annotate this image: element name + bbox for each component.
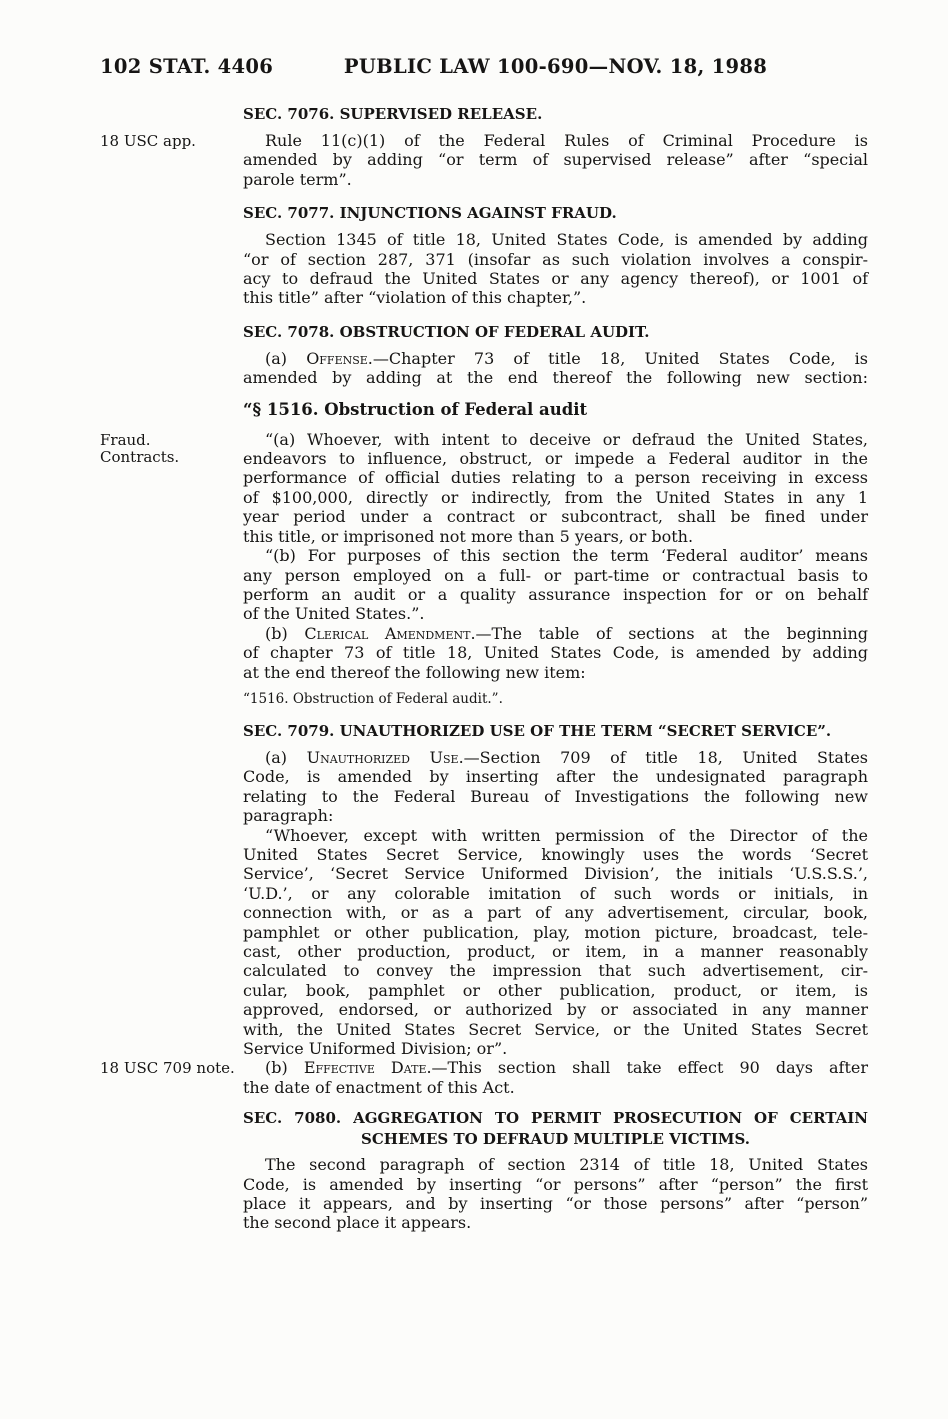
text-line: SEC. 7080. AGGREGATION TO PERMIT PROSECUTION OF CERTAIN — [243, 1109, 868, 1128]
margin-note-line: Contracts. — [100, 448, 180, 467]
text-line: cast, other production, product, or item, in a manner reasonably — [243, 942, 868, 961]
margin-note-line: Fraud. — [100, 430, 151, 449]
text-line: relating to the Federal Bureau of Investigations the following new — [243, 786, 868, 806]
text-line: approved, endorsed, or authorized by or associated in any manner — [243, 1000, 868, 1020]
text-line: (b) Clerical Amendment.—The table of sections at the beginning — [265, 623, 869, 643]
text-line: Section 1345 of title 18, United States Code, is amended by adding — [265, 230, 868, 250]
text-line: SEC. 7076. SUPERVISED RELEASE. — [243, 105, 543, 123]
text-line: paragraph: — [243, 806, 334, 826]
text-line: parole term”. — [243, 169, 352, 189]
text-line: place it appears, and by inserting “or those persons” after “person” — [243, 1194, 868, 1214]
text-line: “Whoever, except with written permission of the Director of the — [265, 825, 868, 845]
text-line: pamphlet or other publication, play, motion picture, broadcast, tele- — [243, 922, 868, 942]
text-line: year period under a contract or subcontract, shall be fined under — [243, 507, 868, 527]
text-line: this title” after “violation of this chapter,”. — [243, 288, 587, 308]
sec-7078-offense-paragraph — [243, 349, 868, 388]
section-1516-heading — [243, 400, 868, 420]
text-line: the date of enactment of this Act. — [243, 1077, 515, 1097]
sec-7077-heading — [243, 204, 868, 223]
text-line: perform an audit or a quality assurance inspection for or on behalf — [243, 584, 868, 604]
text-line: this title, or imprisoned not more than 5 years, or both. — [243, 526, 694, 546]
text-line: ‘U.D.’, or any colorable imitation of such words or initials, in — [243, 883, 868, 903]
text-line: of chapter 73 of title 18, United States Code, is amended by adding — [243, 643, 868, 663]
text-line: (a) Offense.—Chapter 73 of title 18, United States Code, is — [265, 348, 869, 368]
margin-note — [100, 432, 240, 467]
section-1516-b-paragraph — [243, 546, 868, 624]
text-line: calculated to convey the impression that such advertisement, cir- — [243, 961, 868, 981]
sec-7077-paragraph — [243, 230, 868, 308]
sec-7080-heading — [243, 1108, 868, 1150]
text-line: SCHEMES TO DEFRAUD MULTIPLE VICTIMS. — [361, 1130, 750, 1149]
text-line: SEC. 7078. OBSTRUCTION OF FEDERAL AUDIT. — [243, 322, 650, 341]
text-line: of the United States.”. — [243, 604, 425, 624]
stat-page-number: 102 STAT. 4406 — [100, 55, 274, 78]
margin-note — [100, 133, 240, 151]
text-line: “(a) Whoever, with intent to deceive or defraud the United States, — [265, 429, 868, 449]
sec-7076-heading — [243, 105, 868, 124]
margin-note-line: 18 USC 709 note. — [100, 1059, 235, 1078]
sec-7078-heading — [243, 323, 868, 342]
text-line: Service’, ‘Secret Service Uniformed Division’, the initials ‘U.S.S.S.’, — [243, 864, 868, 884]
text-line: Code, is amended by inserting “or persons” after “person” the first — [243, 1174, 868, 1194]
text-line: United States Secret Service, knowingly uses the words ‘Secret — [243, 844, 868, 864]
text-line: SEC. 7079. UNAUTHORIZED USE OF THE TERM “SECRET SERVICE”. — [243, 721, 832, 740]
text-line: at the end thereof the following new item: — [243, 662, 586, 682]
sec-7079-effective-date-paragraph — [100, 1058, 869, 1097]
sec-7079-unauthorized-use-paragraph — [243, 748, 868, 826]
public-law-title: PUBLIC LAW 100-690—NOV. 18, 1988 — [343, 55, 768, 78]
text-line: performance of official duties relating to a person receiving in excess — [243, 468, 868, 488]
text-line: of $100,000, directly or indirectly, from the United States in any 1 — [243, 487, 868, 507]
sec-7079-heading — [243, 722, 868, 741]
table-of-sections-item — [243, 691, 868, 707]
sec-7078-clerical-paragraph — [243, 624, 868, 682]
section-1516-a-paragraph — [100, 429, 868, 546]
text-line: cular, book, pamphlet or other publication, product, or item, is — [243, 980, 868, 1000]
sec-7076-paragraph — [100, 131, 868, 189]
margin-note-line: 18 USC app. — [100, 132, 196, 150]
margin-note — [100, 1060, 240, 1078]
text-line: “or of section 287, 371 (insofar as such violation involves a conspir- — [243, 249, 868, 269]
text-line: any person employed on a full- or part-time or contractual basis to — [243, 565, 868, 585]
sec-7080-paragraph — [243, 1155, 868, 1233]
text-line: with, the United States Secret Service, or the United States Secret — [243, 1019, 868, 1039]
text-line: the second place it appears. — [243, 1213, 472, 1233]
text-line: Rule 11(c)(1) of the Federal Rules of Criminal Procedure is — [265, 131, 868, 150]
statute-body — [100, 105, 869, 1233]
text-line: “§ 1516. Obstruction of Federal audit — [243, 399, 588, 419]
text-line: (b) Effective Date.—This section shall take effect 90 days after — [265, 1058, 869, 1078]
text-line: connection with, or as a part of any advertisement, circular, book, — [243, 903, 868, 923]
text-line: “1516. Obstruction of Federal audit.”. — [243, 690, 503, 707]
sec-7079-whoever-paragraph — [243, 826, 868, 1059]
text-line: Service Uniformed Division; or”. — [243, 1039, 508, 1059]
text-line: amended by adding at the end thereof the following new section: — [243, 368, 868, 388]
page-header — [0, 55, 948, 81]
text-line: (a) Unauthorized Use.—Section 709 of title 18, United States — [265, 747, 869, 767]
text-line: Code, is amended by inserting after the undesignated paragraph — [243, 767, 868, 787]
text-line: endeavors to influence, obstruct, or impede a Federal auditor in the — [243, 449, 868, 469]
text-line: SEC. 7077. INJUNCTIONS AGAINST FRAUD. — [243, 204, 617, 223]
text-line: “(b) For purposes of this section the term ‘Federal auditor’ means — [265, 546, 868, 566]
text-line: The second paragraph of section 2314 of title 18, United States — [265, 1155, 868, 1175]
text-line: amended by adding “or term of supervised release” after “special — [243, 150, 868, 170]
text-line: acy to defraud the United States or any agency thereof), or 1001 of — [243, 269, 868, 289]
